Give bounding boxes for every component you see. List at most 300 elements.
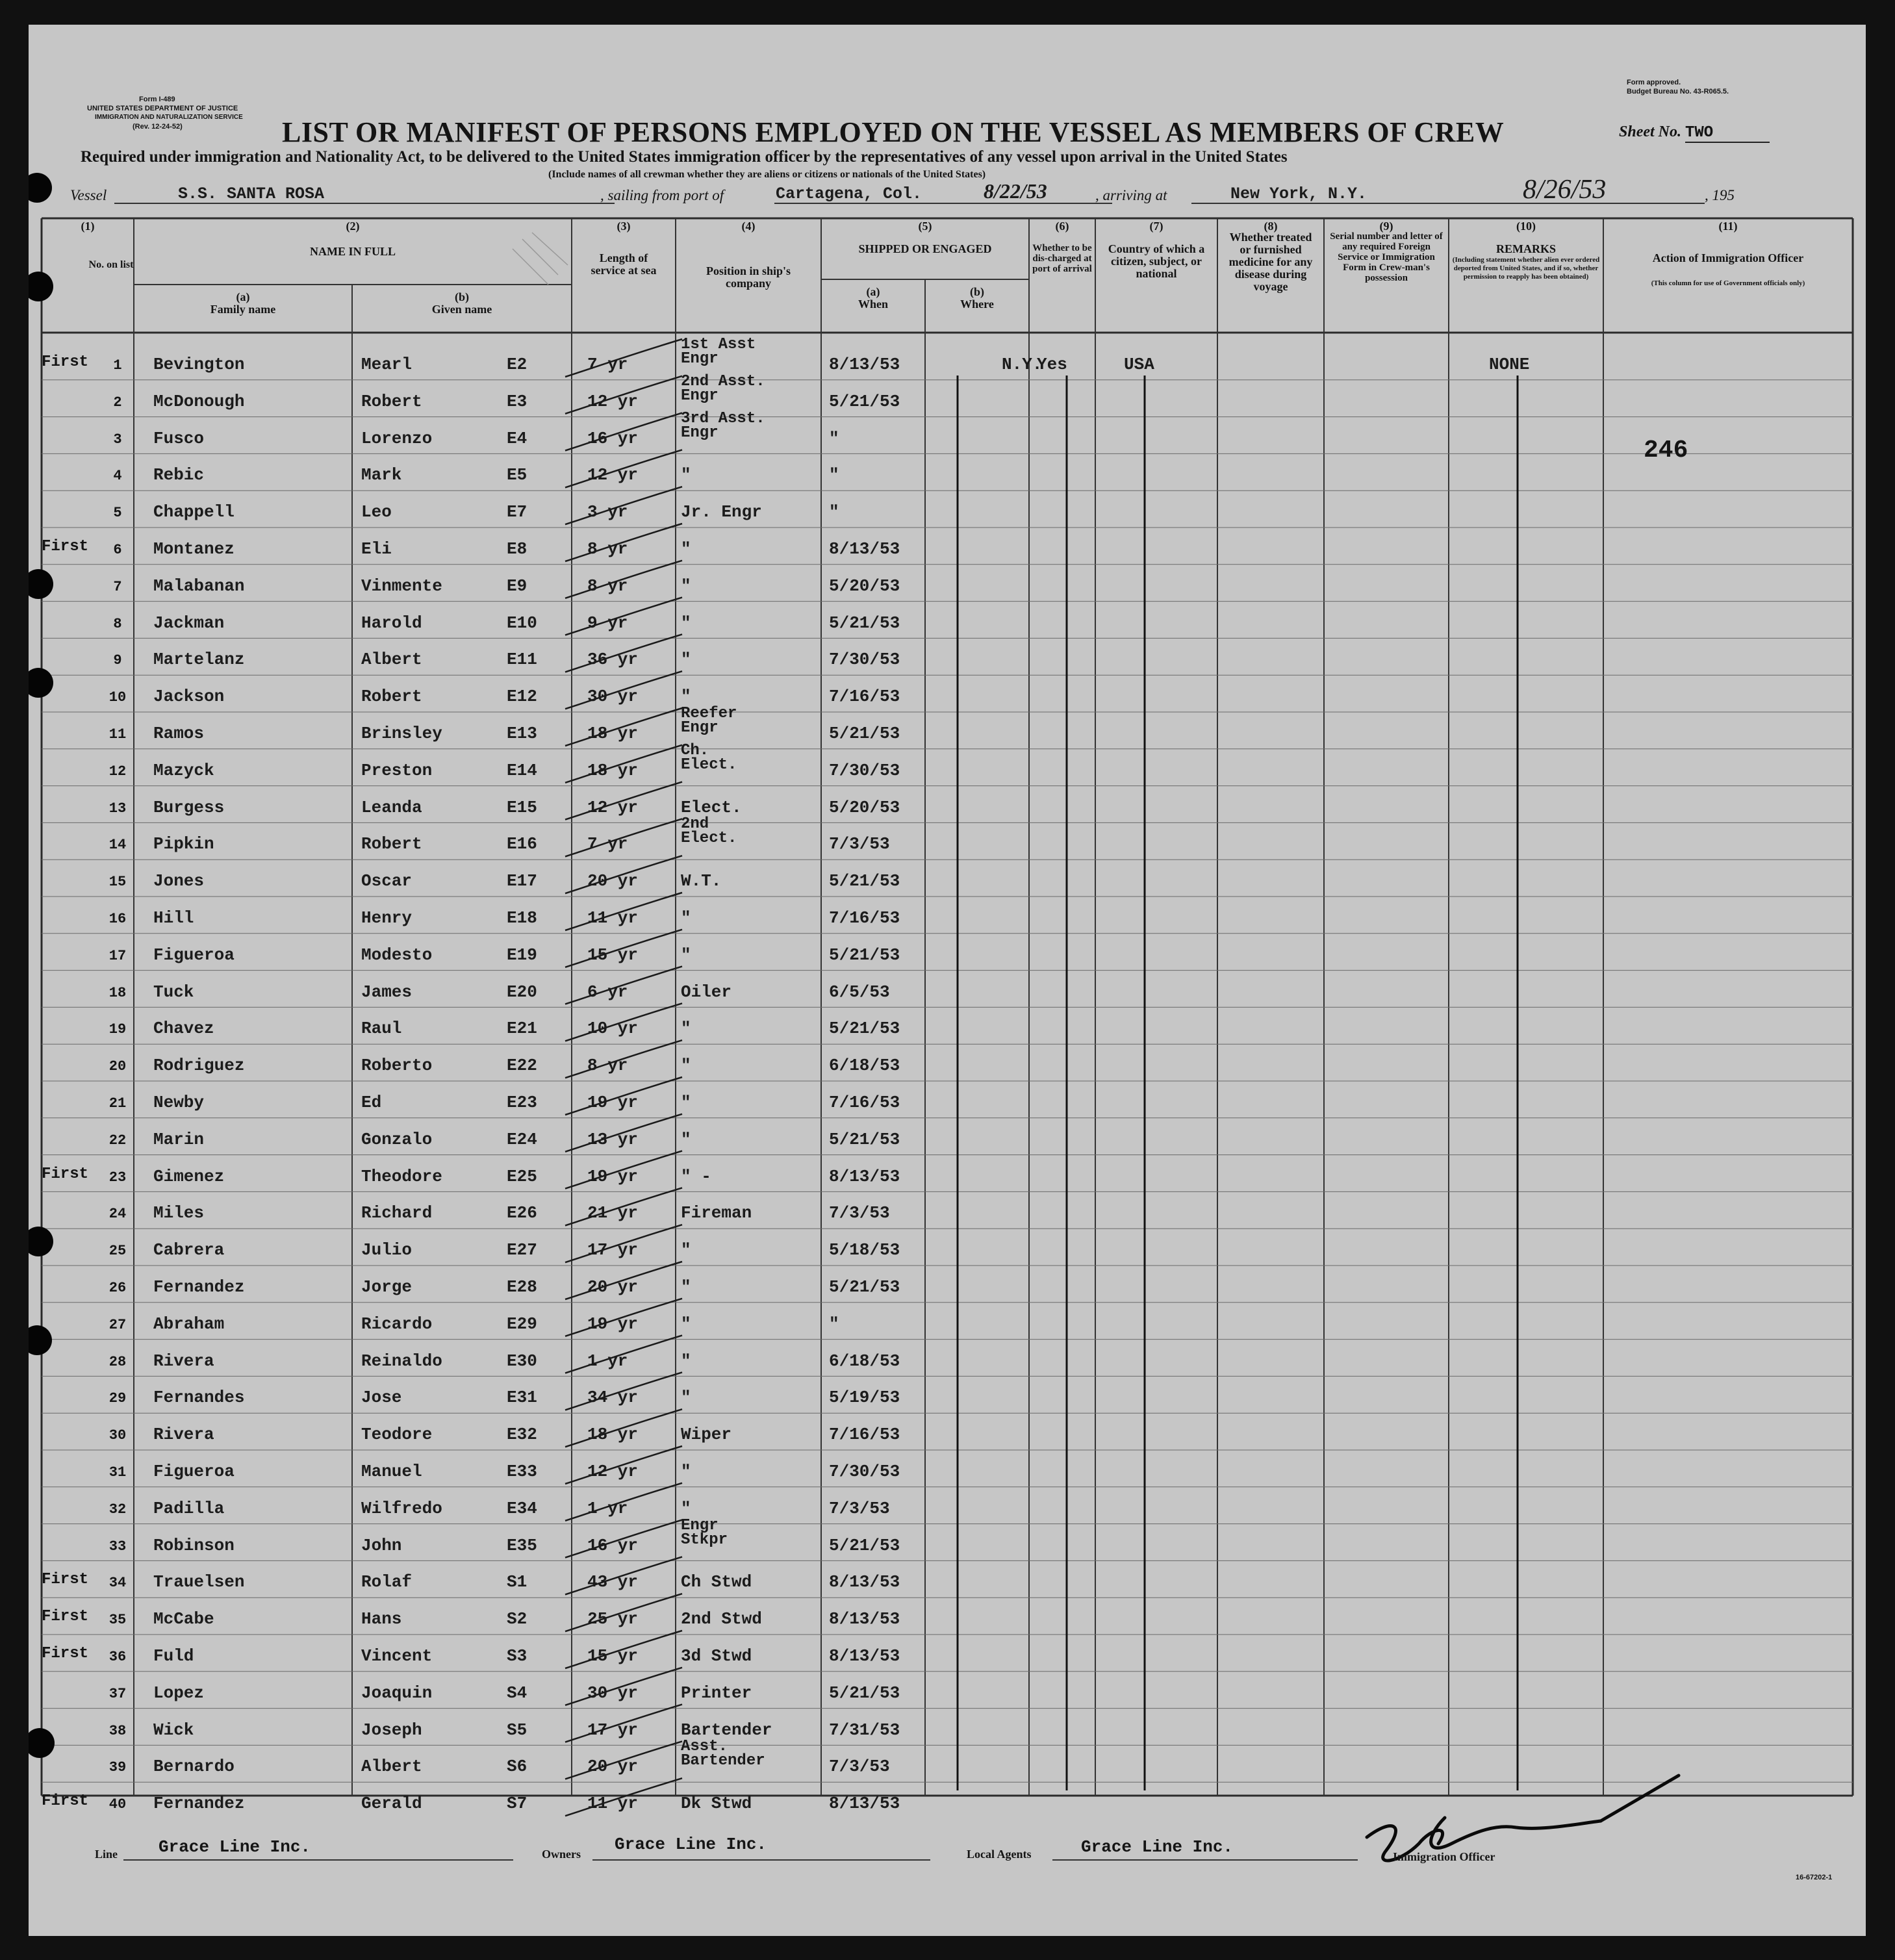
shipped-when: " — [829, 465, 839, 485]
given-name: Brinsley — [361, 724, 442, 743]
family-name: Tuck — [153, 982, 194, 1002]
position: " — [681, 539, 691, 559]
service-length: 17 yr — [587, 1240, 639, 1260]
family-name: Padilla — [153, 1498, 225, 1518]
service-length: 19 yr — [587, 1314, 639, 1334]
crew-code: E15 — [507, 797, 537, 817]
crew-code: E9 — [507, 576, 528, 596]
family-name: Wick — [153, 1720, 194, 1740]
include-note: (Include names of all crewman whether they are aliens or citizens or nationals of the United States) — [548, 169, 986, 180]
family-name: Jackman — [153, 613, 225, 633]
form-title: LIST OR MANIFEST OF PERSONS EMPLOYED ON THE VESSEL AS MEMBERS OF CREW — [282, 116, 1505, 148]
family-name: Burgess — [153, 797, 225, 817]
row-number: 35 — [108, 1612, 127, 1629]
service-length: 12 yr — [587, 1462, 639, 1481]
given-name: Vinmente — [361, 576, 442, 596]
crew-code: E23 — [507, 1093, 537, 1112]
col1-header: No. on list — [88, 259, 134, 270]
vessel-label: Vessel — [70, 187, 107, 203]
crew-code: E21 — [507, 1019, 537, 1039]
row-number: 8 — [113, 615, 122, 632]
service-length: 43 yr — [587, 1572, 639, 1592]
service-length: 12 yr — [587, 465, 639, 485]
family-name: Ramos — [153, 724, 205, 743]
arrival-date: 8/26/53 — [1523, 175, 1607, 205]
position: " — [681, 1093, 691, 1112]
shipped-when: 5/21/53 — [829, 1129, 900, 1149]
given-name: James — [361, 982, 413, 1002]
row-number: 24 — [108, 1206, 127, 1223]
family-name: Bernardo — [153, 1757, 235, 1777]
agents-label: Local Agents — [967, 1848, 1032, 1861]
position: 3d Stwd — [681, 1646, 752, 1666]
position: " — [681, 1240, 691, 1260]
shipped-when: 7/31/53 — [829, 1720, 900, 1740]
family-name: Mazyck — [153, 760, 214, 780]
shipped-when: 8/13/53 — [829, 1609, 900, 1629]
service-length: 20 yr — [587, 871, 639, 891]
col9-header: Serial number and letter of any required Foreign Service or Immigration Form in Crew-man's possession — [1330, 231, 1443, 283]
crew-code: S7 — [507, 1794, 528, 1814]
service-length: 13 yr — [587, 1129, 639, 1149]
row-number: 32 — [108, 1501, 127, 1518]
agents-value: Grace Line Inc. — [1081, 1837, 1234, 1857]
col3-header: Length of service at sea — [591, 251, 657, 277]
form-id: Form I-489 — [139, 95, 175, 103]
shipped-when: 8/13/53 — [829, 539, 900, 559]
family-name: Rivera — [153, 1351, 214, 1371]
family-name: Gimenez — [153, 1166, 225, 1186]
crew-code: E29 — [507, 1314, 537, 1334]
shipped-when: 5/20/53 — [829, 576, 900, 596]
row-number: 31 — [108, 1464, 127, 1481]
crew-code: E35 — [507, 1535, 537, 1555]
col11-note: (This column for use of Government officials only) — [1651, 279, 1805, 287]
given-name: Leo — [361, 502, 392, 522]
col7-header: Country of which a citizen, subject, or national — [1108, 242, 1205, 280]
row-number: 4 — [113, 468, 122, 485]
row-number: 29 — [108, 1390, 127, 1407]
family-name: Fernandez — [153, 1277, 245, 1297]
given-name: Reinaldo — [361, 1351, 442, 1371]
col6-header: Whether to be dis-charged at port of arrival — [1032, 243, 1092, 274]
col3-number: (3) — [617, 220, 631, 233]
form-subtitle: Required under immigration and Nationality Act, to be delivered to the United States immigration officer by the representatives of any vessel upon arrival in the United States — [81, 148, 1288, 166]
family-name: Miles — [153, 1203, 205, 1223]
crew-code: E12 — [507, 687, 537, 707]
given-name: Albert — [361, 1757, 422, 1777]
service-length: 11 yr — [587, 1794, 639, 1814]
shipped-when: 5/20/53 — [829, 797, 900, 817]
given-name: Hans — [361, 1609, 402, 1629]
given-name: Theodore — [361, 1166, 442, 1186]
owners-label: Owners — [542, 1848, 581, 1861]
given-name: Eli — [361, 539, 392, 559]
row-number: 17 — [108, 947, 127, 964]
col2-number: (2) — [346, 220, 360, 233]
arriving-port: New York, N.Y. — [1230, 185, 1367, 203]
service-length: 7 yr — [587, 834, 628, 854]
col2b-header: (b) Given name — [431, 290, 492, 316]
crew-code: E14 — [507, 760, 537, 780]
row-number: 7 — [113, 578, 122, 595]
service-length: 12 yr — [587, 391, 639, 411]
row-number: 14 — [108, 837, 127, 854]
given-name: Joseph — [361, 1720, 422, 1740]
position: " — [681, 613, 691, 633]
family-name: Fernandes — [153, 1388, 245, 1408]
shipped-when: 7/30/53 — [829, 760, 900, 780]
crew-code: E13 — [507, 724, 537, 743]
crew-code: E22 — [507, 1056, 537, 1076]
position: Fireman — [681, 1203, 752, 1223]
service-length: 7 yr — [587, 355, 628, 374]
shipped-when: " — [829, 428, 839, 448]
service-length: 18 yr — [587, 760, 639, 780]
crew-code: S2 — [507, 1609, 528, 1629]
shipped-when: " — [829, 502, 839, 522]
family-name: Malabanan — [153, 576, 245, 596]
crew-code: E33 — [507, 1462, 537, 1481]
row-number: 19 — [108, 1021, 127, 1038]
shipped-when: 5/21/53 — [829, 871, 900, 891]
row1-where: N.Y. — [1002, 355, 1043, 374]
col11-header: Action of Immigration Officer — [1652, 251, 1804, 264]
crew-code: E18 — [507, 908, 537, 928]
family-name: Chappell — [153, 502, 235, 522]
position: Elect. — [681, 797, 742, 817]
family-name: Figueroa — [153, 945, 235, 965]
service-length: 1 yr — [587, 1351, 628, 1371]
service-length: 9 yr — [587, 613, 628, 633]
crew-code: S3 — [507, 1646, 528, 1666]
first-marker: First — [42, 1792, 89, 1811]
year-label: , 195 — [1705, 187, 1735, 203]
first-marker: First — [42, 353, 89, 371]
position: " — [681, 1314, 691, 1334]
service-length: 19 yr — [587, 1093, 639, 1112]
shipped-when: 7/30/53 — [829, 650, 900, 670]
crew-code: E3 — [507, 391, 528, 411]
shipped-when: 7/16/53 — [829, 1425, 900, 1445]
shipped-when: 7/30/53 — [829, 1462, 900, 1481]
officer-number: 246 — [1644, 437, 1688, 465]
owners-value: Grace Line Inc. — [615, 1835, 767, 1854]
row-number: 26 — [108, 1280, 127, 1296]
col1-number: (1) — [81, 220, 95, 233]
position: Oiler — [681, 982, 732, 1002]
family-name: Fusco — [153, 428, 205, 448]
position: Bartender — [681, 1720, 772, 1740]
given-name: Teodore — [361, 1425, 433, 1445]
position: Engr Stkpr — [681, 1516, 728, 1549]
shipped-when: 7/16/53 — [829, 1093, 900, 1112]
position: Printer — [681, 1683, 752, 1703]
shipped-when: 5/19/53 — [829, 1388, 900, 1408]
given-name: Albert — [361, 650, 422, 670]
row1-country: USA — [1124, 355, 1154, 374]
crew-code: E34 — [507, 1498, 537, 1518]
row-number: 18 — [108, 984, 127, 1001]
service-length: 25 yr — [587, 1609, 639, 1629]
first-marker: First — [42, 1571, 89, 1589]
service-length: 8 yr — [587, 539, 628, 559]
shipped-when: 7/3/53 — [829, 1203, 890, 1223]
position: Ch. Elect. — [681, 741, 737, 774]
service-length: 12 yr — [587, 797, 639, 817]
position: " — [681, 945, 691, 965]
manifest-sheet — [29, 25, 1866, 1936]
position: " — [681, 1498, 691, 1518]
crew-code: S5 — [507, 1720, 528, 1740]
family-name: Pipkin — [153, 834, 214, 854]
position: " - — [681, 1166, 711, 1186]
shipped-when: " — [829, 1314, 839, 1334]
shipped-when: 5/21/53 — [829, 945, 900, 965]
arriving-label: , arriving at — [1095, 187, 1167, 203]
service-length: 30 yr — [587, 687, 639, 707]
row-number: 16 — [108, 911, 127, 927]
col11-number: (11) — [1718, 220, 1738, 233]
service-length: 11 yr — [587, 908, 639, 928]
family-name: Lopez — [153, 1683, 205, 1703]
family-name: Jackson — [153, 687, 225, 707]
col5a-header: (a) When — [858, 285, 888, 311]
given-name: Robert — [361, 391, 422, 411]
row-number: 30 — [108, 1427, 127, 1444]
position: " — [681, 650, 691, 670]
service-length: 3 yr — [587, 502, 628, 522]
crew-code: E5 — [507, 465, 528, 485]
line-label: Line — [95, 1848, 118, 1861]
crew-code: E32 — [507, 1425, 537, 1445]
first-marker: First — [42, 1645, 89, 1662]
row-number: 9 — [113, 652, 122, 669]
position: " — [681, 1388, 691, 1408]
shipped-when: 5/21/53 — [829, 1019, 900, 1039]
budget-bureau: Budget Bureau No. 43-R065.5. — [1627, 88, 1729, 95]
row-number: 12 — [108, 763, 127, 780]
row-number: 36 — [108, 1649, 127, 1665]
shipped-when: 7/16/53 — [829, 908, 900, 928]
row-number: 34 — [108, 1575, 127, 1592]
page-code: 16-67202-1 — [1796, 1874, 1833, 1881]
service: IMMIGRATION AND NATURALIZATION SERVICE — [95, 114, 243, 121]
first-marker: First — [42, 1608, 89, 1626]
shipped-when: 7/3/53 — [829, 1757, 890, 1777]
given-name: Rolaf — [361, 1572, 413, 1592]
shipped-when: 6/18/53 — [829, 1351, 900, 1371]
family-name: Fernandez — [153, 1794, 245, 1814]
given-name: Raul — [361, 1019, 402, 1039]
given-name: Jose — [361, 1388, 402, 1408]
family-name: Robinson — [153, 1535, 235, 1555]
given-name: Robert — [361, 834, 422, 854]
officer-signature — [1367, 1775, 1679, 1861]
row1-discharge: Yes — [1037, 355, 1067, 374]
service-length: 15 yr — [587, 945, 639, 965]
crew-code: E27 — [507, 1240, 537, 1260]
position: 2nd Elect. — [681, 815, 737, 848]
family-name: Rivera — [153, 1425, 214, 1445]
shipped-when: 8/13/53 — [829, 1794, 900, 1814]
family-name: Rebic — [153, 465, 205, 485]
crew-code: E4 — [507, 428, 528, 448]
crew-code: E19 — [507, 945, 537, 965]
crew-code: E2 — [507, 355, 528, 374]
crew-code: E26 — [507, 1203, 537, 1223]
family-name: Martelanz — [153, 650, 245, 670]
service-length: 20 yr — [587, 1757, 639, 1777]
row-number: 28 — [108, 1353, 127, 1370]
given-name: Preston — [361, 760, 433, 780]
service-length: 17 yr — [587, 1720, 639, 1740]
position: 2nd Asst. Engr — [681, 372, 765, 405]
row-number: 13 — [108, 800, 127, 817]
row-number: 40 — [108, 1796, 127, 1813]
given-name: Robert — [361, 687, 422, 707]
crew-code: S6 — [507, 1757, 528, 1777]
given-name: Mark — [361, 465, 402, 485]
row-number: 1 — [113, 357, 122, 374]
family-name: Cabrera — [153, 1240, 225, 1260]
service-length: 8 yr — [587, 576, 628, 596]
service-length: 30 yr — [587, 1683, 639, 1703]
row-number: 22 — [108, 1132, 127, 1149]
sheet-label: Sheet No. — [1619, 123, 1681, 140]
given-name: Harold — [361, 613, 422, 633]
position: " — [681, 465, 691, 485]
crew-code: S1 — [507, 1572, 528, 1592]
row-number: 2 — [113, 394, 122, 411]
given-name: Ricardo — [361, 1314, 433, 1334]
service-length: 20 yr — [587, 1277, 639, 1297]
crew-code: E17 — [507, 871, 537, 891]
crew-code: E28 — [507, 1277, 537, 1297]
position: " — [681, 1129, 691, 1149]
line-value: Grace Line Inc. — [159, 1837, 311, 1857]
row-number: 23 — [108, 1169, 127, 1186]
family-name: Marin — [153, 1129, 205, 1149]
family-name: Figueroa — [153, 1462, 235, 1481]
shipped-when: 7/3/53 — [829, 1498, 890, 1518]
row-number: 3 — [113, 431, 122, 448]
officer-label: Immigration Officer — [1393, 1850, 1495, 1863]
service-length: 10 yr — [587, 1019, 639, 1039]
col7-number: (7) — [1149, 220, 1164, 233]
sailing-label: , sailing from port of — [600, 187, 724, 203]
given-name: Wilfredo — [361, 1498, 442, 1518]
given-name: Ed — [361, 1093, 382, 1112]
col10-number: (10) — [1516, 220, 1536, 233]
service-length: 1 yr — [587, 1498, 628, 1518]
service-length: 18 yr — [587, 1425, 639, 1445]
position: Asst. Bartender — [681, 1738, 765, 1770]
position: " — [681, 576, 691, 596]
family-name: Abraham — [153, 1314, 225, 1334]
shipped-when: 5/21/53 — [829, 391, 900, 411]
position: Dk Stwd — [681, 1794, 752, 1814]
crew-code: E10 — [507, 613, 537, 633]
row-number: 37 — [108, 1685, 127, 1702]
given-name: Joaquin — [361, 1683, 433, 1703]
revision: (Rev. 12-24-52) — [133, 123, 183, 131]
row-number: 6 — [113, 542, 122, 558]
col10-note: (Including statement whether alien ever ordered deported from United States, and if so, whether permission to reapply has been obtained) — [1452, 256, 1600, 281]
family-name: Trauelsen — [153, 1572, 245, 1592]
given-name: Gonzalo — [361, 1129, 433, 1149]
row-number: 5 — [113, 505, 122, 522]
row-number: 33 — [108, 1538, 127, 1555]
col8-number: (8) — [1264, 220, 1278, 233]
shipped-when: 8/13/53 — [829, 355, 900, 374]
shipped-when: 5/21/53 — [829, 1535, 900, 1555]
shipped-when: 8/13/53 — [829, 1166, 900, 1186]
given-name: John — [361, 1535, 402, 1555]
crew-code: E31 — [507, 1388, 537, 1408]
given-name: Oscar — [361, 871, 413, 891]
col2a-header: (a) Family name — [210, 290, 276, 316]
first-marker: First — [42, 1165, 89, 1183]
crew-code: E20 — [507, 982, 537, 1002]
shipped-when: 5/21/53 — [829, 1277, 900, 1297]
row-number: 20 — [108, 1058, 127, 1075]
row-number: 11 — [108, 726, 127, 743]
given-name: Modesto — [361, 945, 433, 965]
col6-number: (6) — [1055, 220, 1069, 233]
row-number: 39 — [108, 1759, 127, 1776]
sailing-port: Cartagena, Col. — [776, 185, 922, 203]
shipped-when: 5/21/53 — [829, 613, 900, 633]
service-length: 16 yr — [587, 1535, 639, 1555]
family-name: Newby — [153, 1093, 205, 1112]
position: " — [681, 1277, 691, 1297]
service-length: 16 yr — [587, 428, 639, 448]
service-length: 19 yr — [587, 1166, 639, 1186]
position: 3rd Asst. Engr — [681, 409, 765, 442]
family-name: Montanez — [153, 539, 235, 559]
service-length: 6 yr — [587, 982, 628, 1002]
given-name: Vincent — [361, 1646, 433, 1666]
given-name: Leanda — [361, 797, 422, 817]
row-number: 38 — [108, 1722, 127, 1739]
row-number: 10 — [108, 689, 127, 706]
position: " — [681, 1056, 691, 1076]
position: Reefer Engr — [681, 705, 737, 737]
position: W.T. — [681, 871, 722, 891]
service-length: 15 yr — [587, 1646, 639, 1666]
col4-header: Position in ship's company — [706, 264, 791, 290]
position: " — [681, 687, 691, 707]
col5b-header: (b) Where — [960, 285, 994, 311]
shipped-when: 5/21/53 — [829, 1683, 900, 1703]
given-name: Jorge — [361, 1277, 413, 1297]
crew-code: E7 — [507, 502, 528, 522]
family-name: McCabe — [153, 1609, 214, 1629]
given-name: Lorenzo — [361, 428, 433, 448]
given-name: Julio — [361, 1240, 413, 1260]
vessel-name: S.S. SANTA ROSA — [178, 185, 325, 203]
family-name: Jones — [153, 871, 205, 891]
col9-number: (9) — [1379, 220, 1393, 233]
crew-code: E16 — [507, 834, 537, 854]
given-name: Henry — [361, 908, 413, 928]
family-name: Bevington — [153, 355, 245, 374]
col10-header: REMARKS — [1495, 242, 1556, 255]
position: " — [681, 1019, 691, 1039]
shipped-when: 6/18/53 — [829, 1056, 900, 1076]
row-number: 27 — [108, 1316, 127, 1333]
